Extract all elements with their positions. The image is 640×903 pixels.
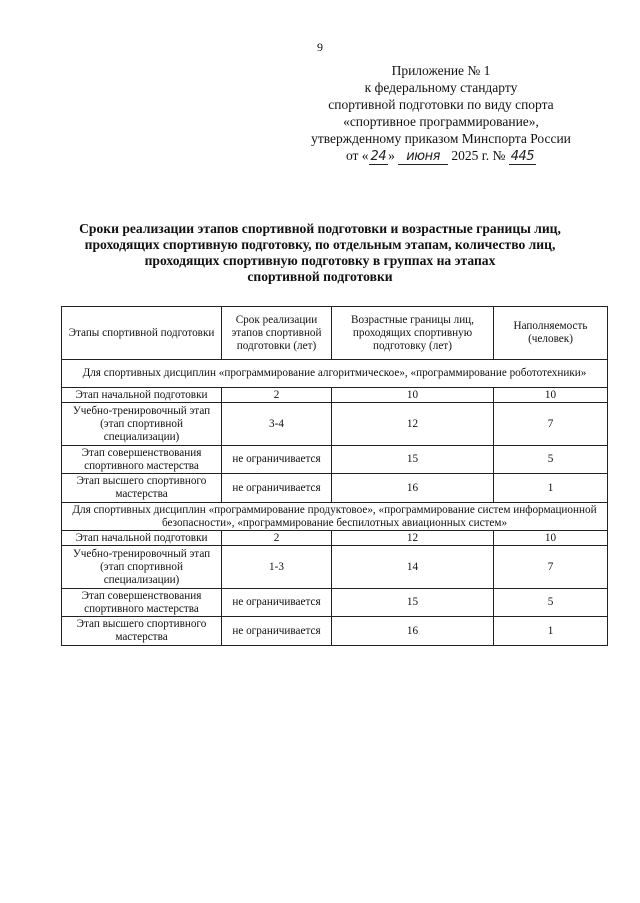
table-header-row	[62, 307, 608, 360]
duration-cell: не ограничивается	[222, 589, 332, 617]
header-age-limits: Возрастные границы лиц, проходящих спортивную подготовку (лет)	[332, 307, 494, 360]
table-row	[62, 617, 608, 646]
handwritten-day: 24	[370, 149, 387, 164]
size-cell: 7	[494, 403, 608, 446]
stage-cell: Этап начальной подготовки	[62, 531, 222, 546]
age-cell: 12	[332, 531, 494, 546]
stage-cell: Этап высшего спортивного мастерства	[62, 617, 222, 646]
size-cell: 5	[494, 446, 608, 474]
header-group-size: Наполняемость (человек)	[494, 307, 608, 360]
appendix-title: Приложение № 1	[391, 63, 491, 78]
appendix-line: к федеральному стандарту	[364, 80, 518, 95]
table-row	[62, 446, 608, 474]
appendix-header	[276, 62, 606, 165]
age-cell: 14	[332, 546, 494, 589]
date-year: 2025 г. №	[451, 148, 506, 163]
training-periods-table	[61, 306, 608, 646]
date-mid: »	[388, 148, 395, 163]
date-prefix: от «	[345, 148, 369, 163]
header-duration: Срок реализации этапов спортивной подготовки (лет)	[222, 307, 332, 360]
size-cell: 7	[494, 546, 608, 589]
duration-cell: 3-4	[222, 403, 332, 446]
order-date-line	[276, 147, 606, 165]
title-line: Сроки реализации этапов спортивной подготовки и возрастные границы лиц,	[79, 221, 561, 236]
duration-cell: не ограничивается	[222, 474, 332, 503]
appendix-line: спортивной подготовки по виду спорта	[328, 97, 554, 112]
size-cell: 10	[494, 531, 608, 546]
stage-cell: Этап начальной подготовки	[62, 388, 222, 403]
page-number: 9	[317, 40, 323, 54]
age-cell: 16	[332, 617, 494, 646]
handwritten-month: июня	[398, 150, 448, 165]
group-heading: Для спортивных дисциплин «программирование алгоритмическое», «программирование робототехники»	[62, 360, 608, 388]
document-title	[50, 221, 590, 285]
stage-cell: Учебно-тренировочный этап (этап спортивной специализации)	[62, 403, 222, 446]
title-line: проходящих спортивную подготовку в группах на этапах	[144, 253, 496, 268]
duration-cell: 1-3	[222, 546, 332, 589]
duration-cell: 2	[222, 531, 332, 546]
age-cell: 10	[332, 388, 494, 403]
header-stages: Этапы спортивной подготовки	[62, 307, 222, 360]
size-cell: 1	[494, 617, 608, 646]
appendix-line: «спортивное программирование»,	[343, 114, 539, 129]
group-heading: Для спортивных дисциплин «программирование продуктовое», «программирование систем информационной безопасности», «программирование беспилотных авиационных систем»	[62, 503, 608, 531]
appendix-line: утвержденному приказом Минспорта России	[311, 131, 571, 146]
stage-cell: Учебно-тренировочный этап (этап спортивной специализации)	[62, 546, 222, 589]
stage-cell: Этап высшего спортивного мастерства	[62, 474, 222, 503]
stage-cell: Этап совершенствования спортивного мастерства	[62, 589, 222, 617]
group-heading-row	[62, 360, 608, 388]
table-row	[62, 531, 608, 546]
size-cell: 1	[494, 474, 608, 503]
size-cell: 10	[494, 388, 608, 403]
size-cell: 5	[494, 589, 608, 617]
duration-cell: не ограничивается	[222, 446, 332, 474]
age-cell: 15	[332, 446, 494, 474]
table-row	[62, 546, 608, 589]
title-line: проходящих спортивную подготовку, по отдельным этапам, количество лиц,	[84, 237, 556, 252]
title-line: спортивной подготовки	[247, 269, 393, 284]
table-row	[62, 403, 608, 446]
age-cell: 12	[332, 403, 494, 446]
age-cell: 15	[332, 589, 494, 617]
group-heading-row	[62, 503, 608, 531]
table-row	[62, 474, 608, 503]
stage-cell: Этап совершенствования спортивного мастерства	[62, 446, 222, 474]
table-row	[62, 388, 608, 403]
duration-cell: не ограничивается	[222, 617, 332, 646]
age-cell: 16	[332, 474, 494, 503]
handwritten-order-number: 445	[510, 149, 535, 164]
duration-cell: 2	[222, 388, 332, 403]
table-row	[62, 589, 608, 617]
